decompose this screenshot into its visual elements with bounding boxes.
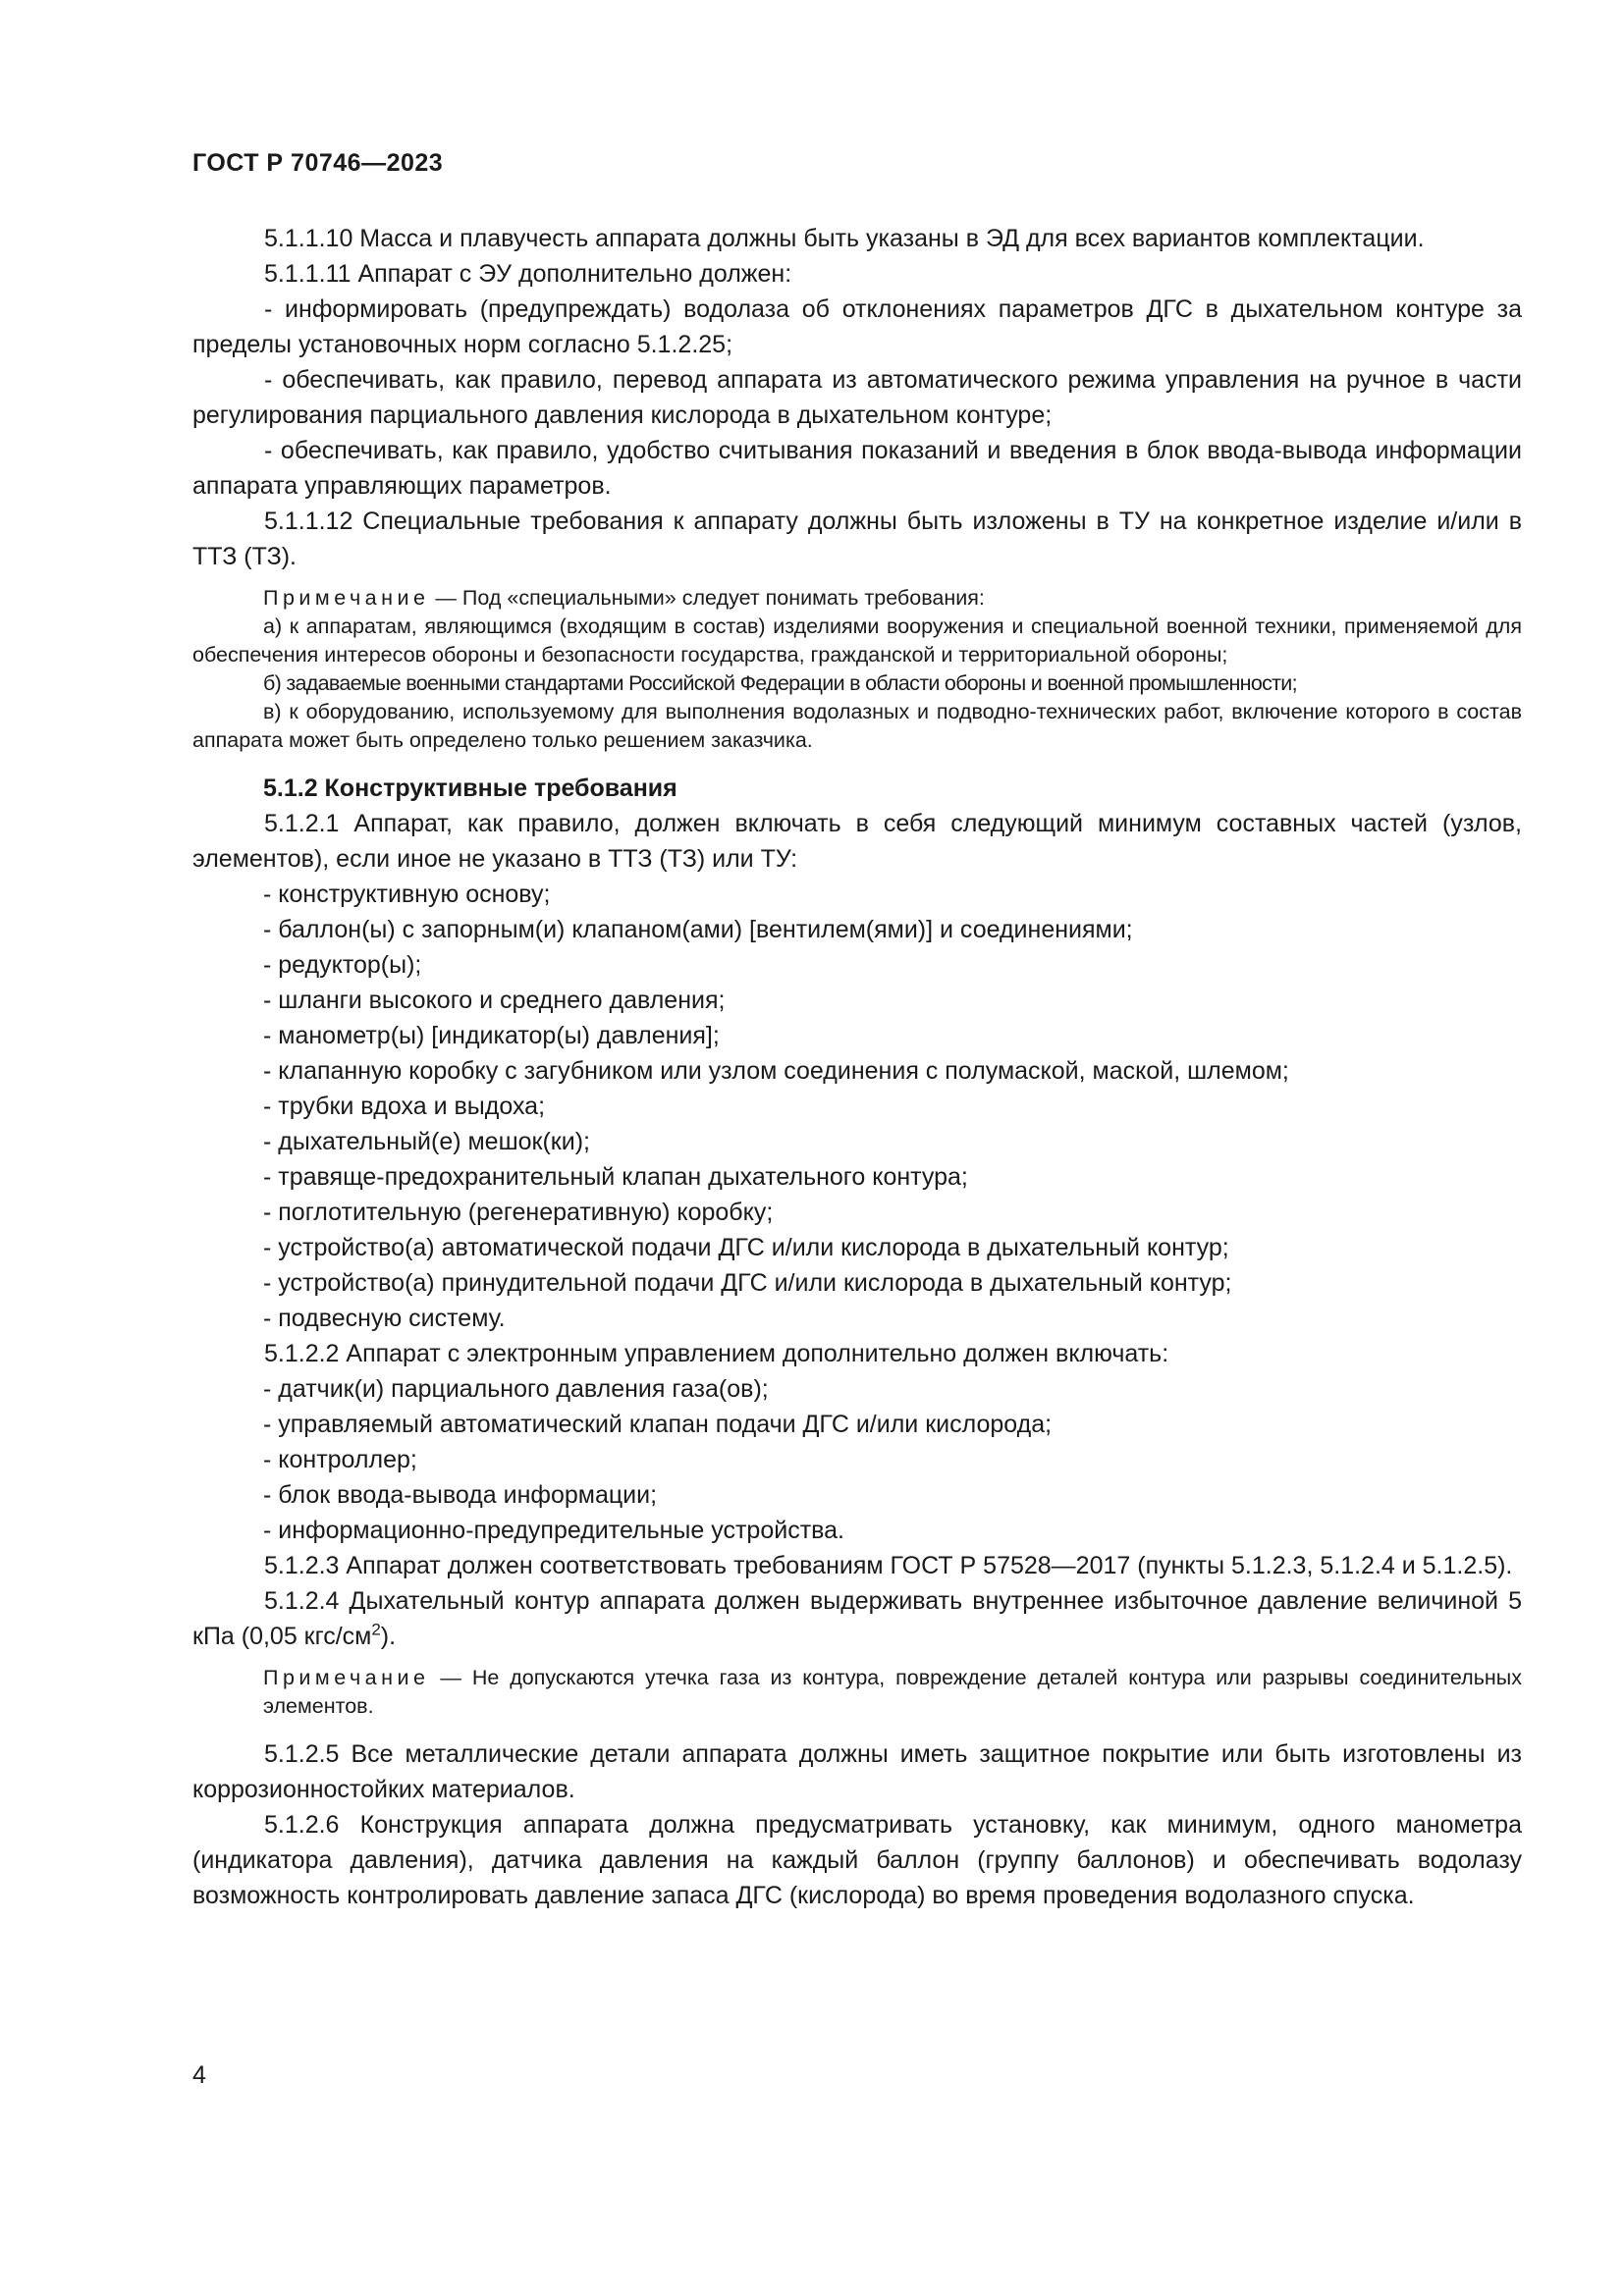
clause-5-1-2-6: 5.1.2.6 Конструкция аппарата должна предусматривать установку, как минимум, одного манометра (индикатора давления), датчика давления на каждый баллон (группу баллонов) и обеспечивать водолазу возможность контролировать давление запаса ДГС (кислорода) во время проведения водолазного спуска. xyxy=(192,1811,1522,1909)
note-leak-body: — Не допускаются утечка газа из контура, повреждение деталей контура или разрывы соединительных элементов. xyxy=(263,1666,1522,1718)
clause-5-1-1-12: 5.1.1.12 Специальные требования к аппарату должны быть изложены в ТУ на конкретное изделие и/или в ТТЗ (ТЗ). xyxy=(192,507,1522,570)
clause-5-1-2-4-text: 5.1.2.4 Дыхательный контур аппарата должен выдерживать внутреннее избыточное давление величиной 5 кПа (0,05 кгс/см xyxy=(192,1587,1522,1650)
list-item: - дыхательный(е) мешок(ки); xyxy=(263,1128,590,1155)
clause-5-1-1-10: 5.1.1.10 Масса и плавучесть аппарата должны быть указаны в ЭД для всех вариантов комплектации. xyxy=(264,225,1425,252)
clause-5-1-2-5: 5.1.2.5 Все металлические детали аппарата должны иметь защитное покрытие или быть изготовлены из коррозионностойких материалов. xyxy=(192,1740,1522,1803)
list-item: - клапанную коробку с загубником или узлом соединения с полумаской, маской, шлемом; xyxy=(263,1057,1289,1085)
list-item: - конструктивную основу; xyxy=(263,881,551,908)
clause-5-1-1-11-item-c: - обеспечивать, как правило, удобство считывания показаний и введения в блок ввода-вывода информации аппарата управляющих параметров. xyxy=(192,437,1522,500)
list-item: - редуктор(ы); xyxy=(263,951,422,979)
list-item: - баллон(ы) с запорным(и) клапаном(ами) [вентилем(ями)] и соединениями; xyxy=(263,916,1133,943)
superscript: 2 xyxy=(371,1620,381,1639)
list-electronic-components xyxy=(192,1371,1522,1548)
note-label: Примечание xyxy=(263,1666,430,1689)
clause-5-1-2-4-end: ). xyxy=(380,1623,397,1650)
list-item: - управляемый автоматический клапан подачи ДГС и/или кислорода; xyxy=(263,1411,1053,1438)
clause-5-1-2-4 xyxy=(192,1583,1522,1654)
clause-5-1-1-11-item-b: - обеспечивать, как правило, перевод аппарата из автоматического режима управления на ручное в части регулирования парциального давления кислорода в дыхательном контуре; xyxy=(192,366,1522,429)
list-item: - поглотительную (регенеративную) коробку; xyxy=(263,1199,774,1226)
page-number: 4 xyxy=(192,2061,206,2089)
note-label: Примечание xyxy=(263,586,430,610)
list-item: - устройство(а) принудительной подачи ДГС и/или кислорода в дыхательный контур; xyxy=(263,1269,1232,1297)
list-item: - контроллер; xyxy=(263,1446,417,1473)
list-components xyxy=(192,877,1522,1336)
section-title-5-1-2: 5.1.2 Конструктивные требования xyxy=(263,774,677,802)
clause-5-1-2-2: 5.1.2.2 Аппарат с электронным управлением дополнительно должен включать: xyxy=(264,1340,1169,1367)
list-item: - трубки вдоха и выдоха; xyxy=(263,1093,546,1120)
clause-5-1-1-11-item-a: - информировать (предупреждать) водолаза об отклонениях параметров ДГС в дыхательном контуре за пределы установочных норм согласно 5.1.2.25; xyxy=(192,295,1522,358)
note-special-requirements xyxy=(192,584,1522,755)
list-item: - травяще-предохранительный клапан дыхательного контура; xyxy=(263,1163,968,1191)
list-item: - подвесную систему. xyxy=(263,1305,506,1332)
note-leak-text xyxy=(192,1664,1522,1721)
note-leak xyxy=(192,1664,1522,1721)
list-item: - блок ввода-вывода информации; xyxy=(263,1481,658,1509)
note-intro-text: — Под «специальными» следует понимать требования: xyxy=(429,586,985,610)
note-item-b: б) задаваемые военными стандартами Российской Федерации в области обороны и военной промышленности; xyxy=(263,671,1297,695)
clause-5-1-2-3: 5.1.2.3 Аппарат должен соответствовать требованиям ГОСТ Р 57528—2017 (пункты 5.1.2.3, 5.1.2.4 и 5.1.2.5). xyxy=(264,1552,1513,1579)
note-intro xyxy=(192,584,1522,613)
list-item: - шланги высокого и среднего давления; xyxy=(263,987,726,1014)
list-item: - устройство(а) автоматической подачи ДГС и/или кислорода в дыхательный контур; xyxy=(263,1234,1229,1261)
clause-5-1-1-11: 5.1.1.11 Аппарат с ЭУ дополнительно должен: xyxy=(264,260,792,288)
document-header: ГОСТ Р 70746—2023 xyxy=(192,149,444,177)
clause-5-1-2-1: 5.1.2.1 Аппарат, как правило, должен включать в себя следующий минимум составных частей (узлов, элементов), если иное не указано в ТТЗ (ТЗ) или ТУ: xyxy=(192,810,1522,873)
list-item: - датчик(и) парциального давления газа(ов); xyxy=(263,1375,769,1403)
document-body xyxy=(192,221,1522,1913)
note-item-a: а) к аппаратам, являющимся (входящим в состав) изделиями вооружения и специальной военной техники, применяемой для обеспечения интересов обороны и безопасности государства, гражданской и территориальной обороны; xyxy=(192,614,1522,667)
note-item-c: в) к оборудованию, используемому для выполнения водолазных и подводно-технических работ, включение которого в состав аппарата может быть определено только решением заказчика. xyxy=(192,700,1522,752)
list-item: - манометр(ы) [индикатор(ы) давления]; xyxy=(263,1022,720,1049)
list-item: - информационно-предупредительные устройства. xyxy=(263,1517,844,1544)
